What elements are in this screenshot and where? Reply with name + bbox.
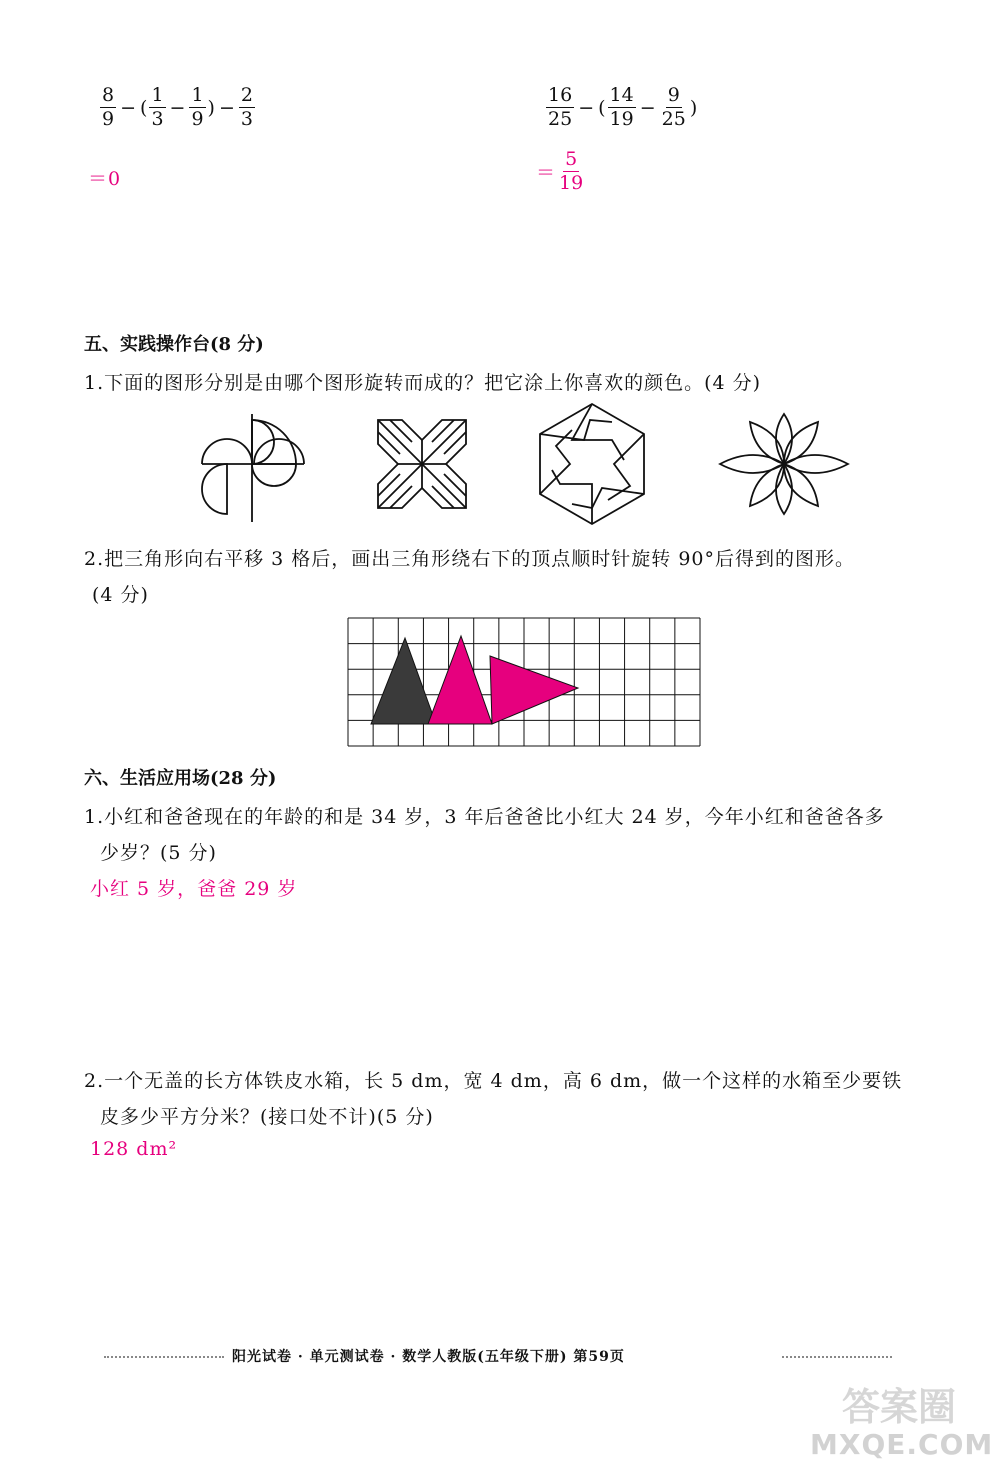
fraction: $\frac{1}{3}$ xyxy=(151,84,164,130)
original-triangle xyxy=(371,638,436,724)
paren: ( xyxy=(140,96,148,119)
calc-left-expression xyxy=(100,86,255,129)
section-5-heading: 五、实践操作台(8 分) xyxy=(84,334,264,355)
paren: ) xyxy=(207,96,215,119)
footer-divider-right xyxy=(782,1356,892,1358)
watermark-url: MXQE.COM xyxy=(810,1428,994,1461)
operator: − xyxy=(120,96,137,119)
section-6-question-2-answer: 128 dm² xyxy=(90,1138,178,1160)
rotation-figure-pinwheel xyxy=(196,412,312,524)
section-6-question-2-line-2: 皮多少平方分米？(接口处不计)(5 分) xyxy=(100,1106,434,1128)
paren: ( xyxy=(598,96,606,119)
calc-right-expression xyxy=(546,86,697,129)
section-5-question-2-line-1: 2.把三角形向右平移 3 格后，画出三角形绕右下的顶点顺时针旋转 90°后得到的图形。 xyxy=(84,548,856,570)
section-5-question-2-line-2: (4 分) xyxy=(92,584,149,606)
operator: − xyxy=(578,96,595,119)
fraction: $\frac{1}{9}$ xyxy=(191,84,204,130)
operator: − xyxy=(639,96,656,119)
fraction: $\frac{16}{25}$ xyxy=(548,84,573,130)
operator: − xyxy=(218,96,235,119)
rotation-figure-cross xyxy=(372,414,472,514)
rotated-triangle xyxy=(490,656,578,724)
calc-right-answer: ＝ $\frac{5}{19}$ xyxy=(536,148,584,194)
section-6-question-2-line-1: 2.一个无盖的长方体铁皮水箱，长 5 dm，宽 4 dm，高 6 dm，做一个这样的水箱至少要铁 xyxy=(84,1070,903,1092)
footer-text: 阳光试卷 · 单元测试卷 · 数学人教版(五年级下册) 第59页 xyxy=(232,1349,625,1365)
section-6-heading: 六、生活应用场(28 分) xyxy=(84,768,277,789)
section-5-question-1: 1.下面的图形分别是由哪个图形旋转而成的？把它涂上你喜欢的颜色。(4 分) xyxy=(84,372,762,394)
operator: − xyxy=(169,96,186,119)
fraction: $\frac{9}{25}$ xyxy=(661,84,686,130)
fraction: $\frac{5}{19}$ xyxy=(559,148,584,194)
fraction: $\frac{14}{19}$ xyxy=(609,84,634,130)
translation-grid xyxy=(344,614,704,750)
paren: ) xyxy=(689,96,698,119)
rotation-figure-flower xyxy=(714,410,854,518)
fraction: $\frac{8}{9}$ xyxy=(102,84,115,130)
watermark-logo: 答案圈 xyxy=(842,1385,957,1429)
calc-left-answer: ＝0 xyxy=(88,168,122,190)
section-6-question-1-line-1: 1.小红和爸爸现在的年龄的和是 34 岁，3 年后爸爸比小红大 24 岁，今年小红和爸爸各多 xyxy=(84,806,885,828)
section-6-question-1-answer: 小红 5 岁，爸爸 29 岁 xyxy=(90,878,298,900)
translated-triangle xyxy=(428,636,492,724)
fraction: $\frac{2}{3}$ xyxy=(240,84,253,130)
footer-divider-left xyxy=(104,1356,224,1358)
section-6-question-1-line-2: 少岁？(5 分) xyxy=(100,842,217,864)
rotation-figure-hexagon xyxy=(532,400,652,530)
